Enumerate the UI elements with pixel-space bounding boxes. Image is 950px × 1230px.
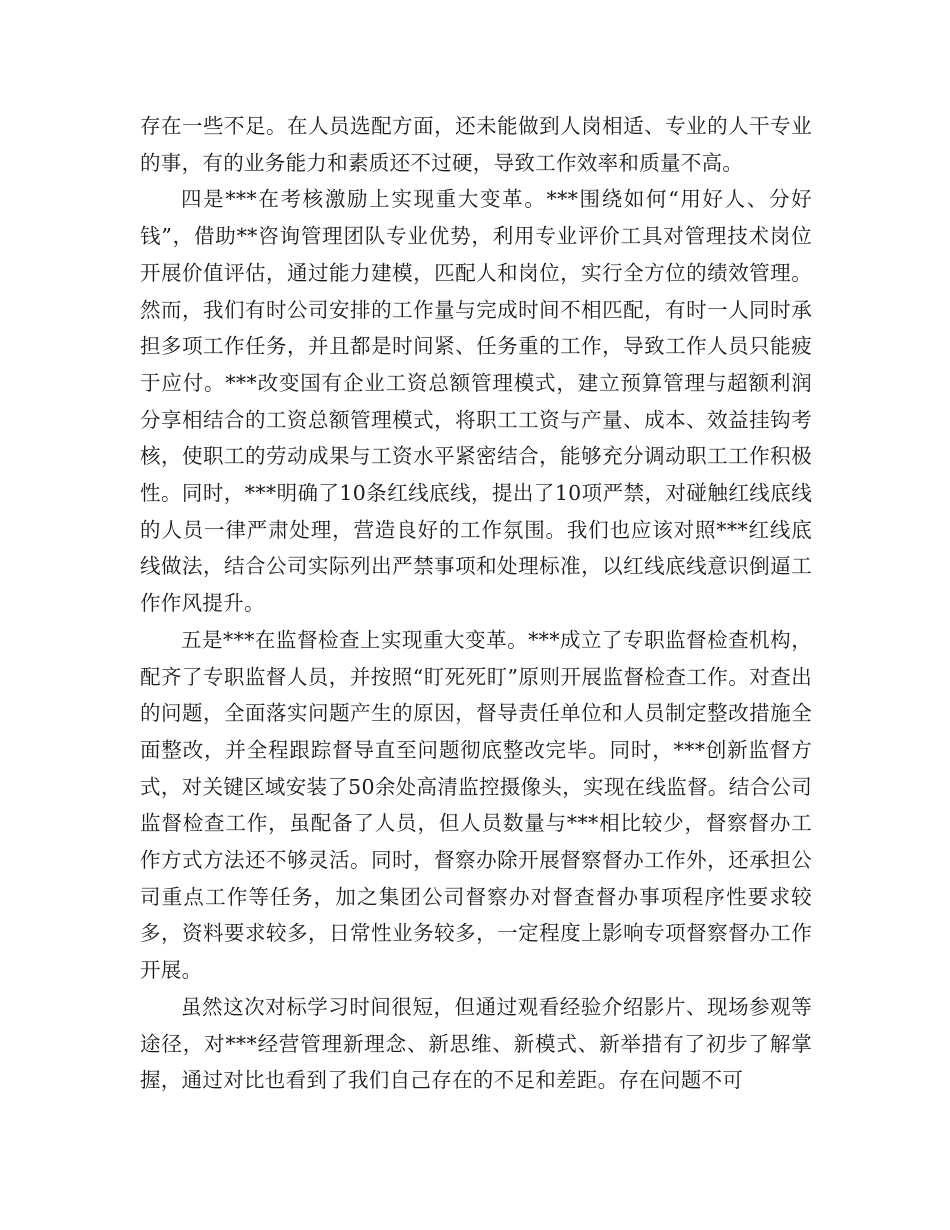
paragraph-3: 五是***在监督检查上实现重大变革。***成立了专职监督检查机构，配齐了专职监督人员，并按照“盯死死盯”原则开展监督检查工作。对查出的问题，全面落实问题产生的原因，督导责任单位和人员制定整改措施全面整改，并全程跟踪督导直至问题彻底整改完毕。同时，***创新监督方式，对关键区域安装了50余处高清监控摄像头，实现在线监督。结合公司监督检查工作，虽配备了人员，但人员数量与***相比较少，督察督办工作方式方法还不够灵活。同时，督察办除开展督察督办工作外，还承担公司重点工作等任务，加之集团公司督察办对督查督办事项程序性要求较多，资料要求较多，日常性业务较多，一定程度上影响专项督察督办工作开展。 (140, 627, 812, 983)
paragraph-2: 四是***在考核激励上实现重大变革。***围绕如何“用好人、分好钱”，借助**咨询管理团队专业优势，利用专业评价工具对管理技术岗位开展价值评估，通过能力建模，匹配人和岗位，实行全方位的绩效管理。然而，我们有时公司安排的工作量与完成时间不相匹配，有时一人同时承担多项工作任务，并且都是时间紧、任务重的工作，导致工作人员只能疲于应付。***改变国有企业工资总额管理模式，建立预算管理与超额利润分享相结合的工资总额管理模式，将职工工资与产量、成本、效益挂钩考核，使职工的劳动成果与工资水平紧密结合，能够充分调动职工工作积极性。同时，***明确了10条红线底线，提出了10项严禁，对碰触红线底线的人员一律严肃处理，营造良好的工作氛围。我们也应该对照***红线底线做法，结合公司实际列出严禁事项和处理标准，以红线底线意识倒逼工作作风提升。 (140, 187, 812, 616)
document-body (140, 108, 812, 1099)
paragraph-4: 虽然这次对标学习时间很短，但通过观看经验介绍影片、现场参观等途径，对***经营管理新理念、新思维、新模式、新举措有了初步了解掌握，通过对比也看到了我们自己存在的不足和差距。存在问题不可 (140, 994, 812, 1093)
paragraph-1: 存在一些不足。在人员选配方面，还未能做到人岗相适、专业的人干专业的事，有的业务能力和素质还不过硬，导致工作效率和质量不高。 (140, 114, 812, 175)
